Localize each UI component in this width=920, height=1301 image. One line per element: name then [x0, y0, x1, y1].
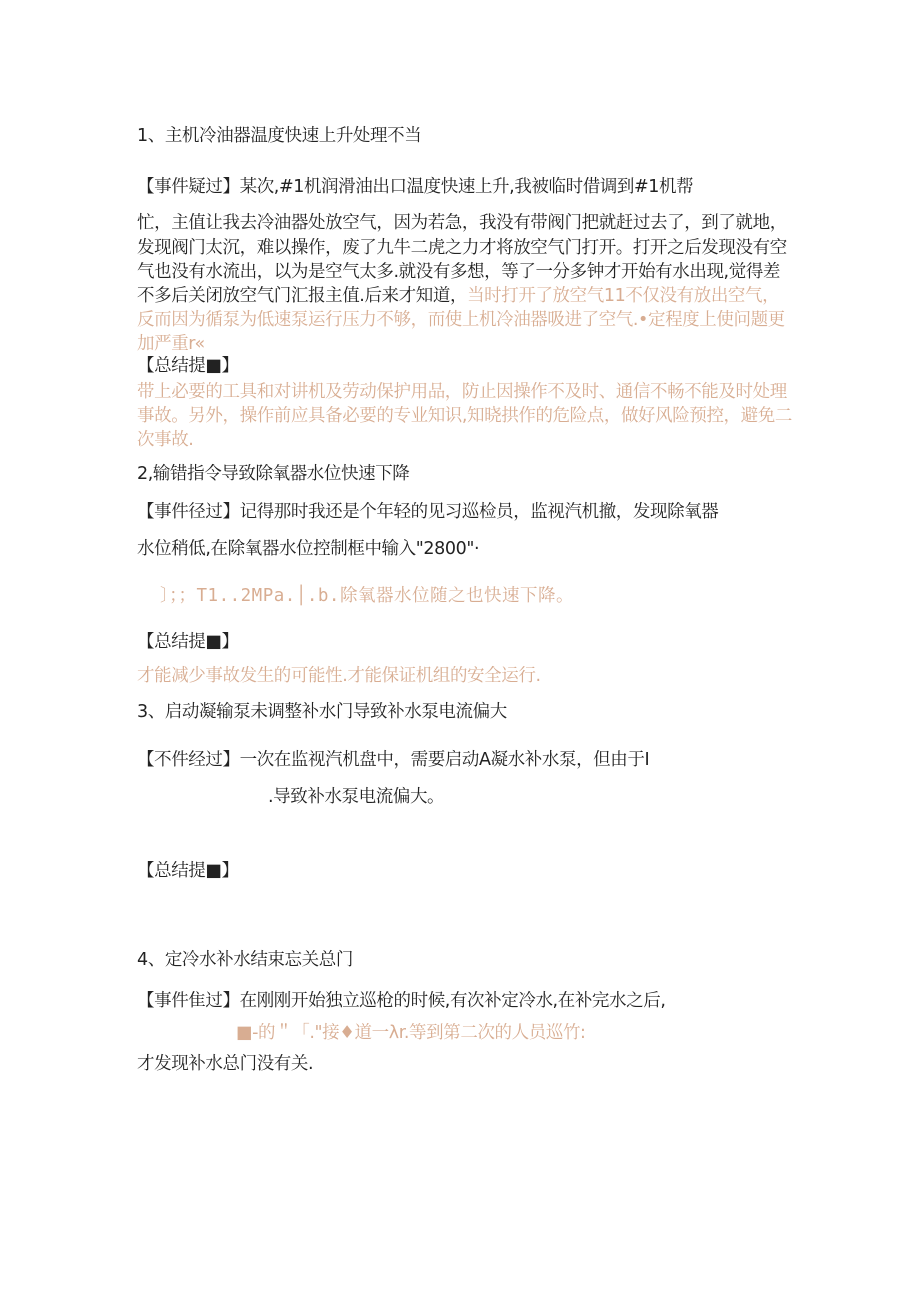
section-1-summary-label: 【总结提■】	[137, 356, 239, 376]
section-2-event-line-2: 水位稍低,在除氧器水位控制框中输入"2800"·	[137, 539, 480, 559]
section-1-event-line-3: 发现阀门太沉，难以操作，废了九牛二虎之力才将放空气门打开。打开之后发现没有空	[137, 238, 787, 258]
section-2-summary-line: 才能减少事故发生的可能性.才能保证机组的安全运行.	[137, 666, 541, 686]
section-2-heading: 2,输错指令导致除氧器水位快速下降	[137, 464, 410, 484]
section-3-event-line-2: .导致补水泵电流偏大。	[268, 787, 445, 807]
section-1-event-line-7: 加严重r«	[137, 334, 205, 354]
section-4-heading: 4、定冷水补水结束忘关总门	[137, 950, 353, 970]
section-2-event-line-3: 〕；；T1..2MPa.│.b.除氧器水位随之也快速下降。	[160, 586, 574, 606]
section-1-event-line-5-faded: 当时打开了放空气11不仅没有放出空气，	[467, 286, 780, 306]
section-1-event-line-6: 反而因为循泵为低速泵运行压力不够，而使上机冷油器吸进了空气.•定程度上使问题更	[137, 310, 785, 330]
section-1-summary-line-2: 事故。另外，操作前应具备必要的专业知识,知晓拱作的危险点，做好风险预控，避免二	[137, 406, 792, 426]
section-1-event-line-5-dark: 不多后关闭放空气门汇报主值.后来才知道，	[137, 286, 468, 306]
section-2-summary-label: 【总结提■】	[137, 632, 239, 652]
section-2-event-line-1: 【事件径过】记得那时我还是个年轻的见习巡检员，监视汽机撤，发现除氧器	[137, 502, 719, 522]
section-4-event-line-3: 才发现补水总门没有关.	[137, 1054, 314, 1074]
section-1-heading: 1、主机冷油器温度快速上升处理不当	[137, 126, 422, 146]
section-4-event-line-2: ■-的＂「."接♦道一λr.等到第二次的人员巡竹:	[236, 1023, 586, 1043]
section-1-summary-line-3: 次事故.	[137, 430, 194, 450]
section-1-event-line-2: 忙，主值让我去冷油器处放空气，因为若急，我没有带阀门把就赶过去了，到了就地，	[137, 213, 787, 233]
section-4-event-line-1: 【事件隹过】在刚刚开始独立巡枪的时候,有次补定冷水,在补完水之后,	[137, 991, 666, 1011]
section-3-event-line-1: 【不件经过】一次在监视汽机盘中，需要启动A凝水补水泵，但由于I	[137, 750, 650, 770]
section-1-event-line-4: 气也没有水流出，以为是空气太多.就没有多想，等了一分多钟才开始有水出现,觉得差	[137, 262, 781, 282]
section-3-summary-label: 【总结提■】	[137, 861, 239, 881]
section-3-heading: 3、启动凝输泵未调整补水门导致补水泵电流偏大	[137, 702, 507, 722]
section-1-event-line-1: 【事件疑过】某次,#1机润滑油出口温度快速上升,我被临时借调到#1机帮	[137, 177, 694, 197]
section-1-event-line-5	[137, 284, 779, 308]
section-1-summary-line-1: 带上必要的工具和对讲机及劳动保护用品，防止因操作不及时、通信不畅不能及时处理	[137, 382, 787, 402]
